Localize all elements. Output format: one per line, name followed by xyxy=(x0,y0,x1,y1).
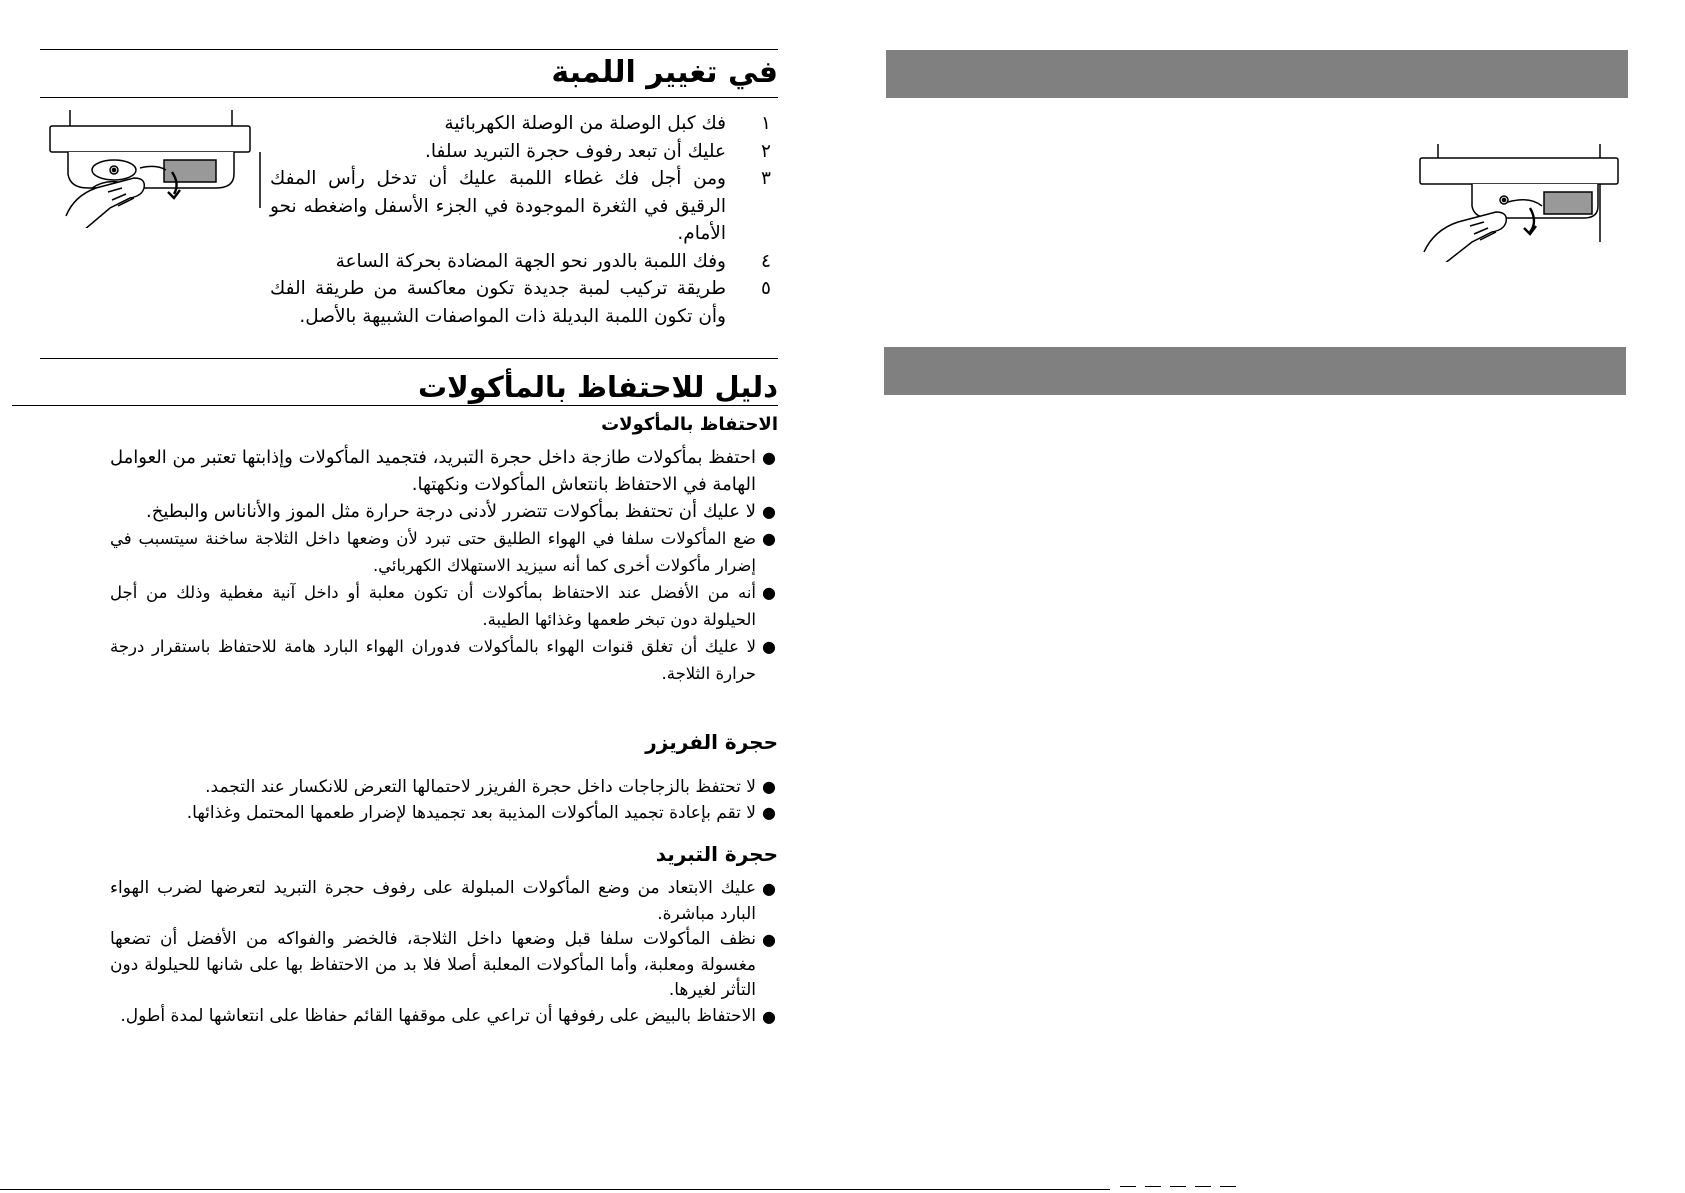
fridge-heading: حجرة التبريد xyxy=(655,842,778,866)
bullet-icon: ● xyxy=(762,529,776,548)
bullet-text: احتفظ بمأكولات طازجة داخل حجرة التبريد، فتجميد المأكولات وإذابتها تعتبر من العوامل الهامة في الاحتفاظ بانتعاش المأكولات ونكهتها. xyxy=(110,447,756,495)
section-bar-top xyxy=(886,50,1628,98)
list-item xyxy=(110,444,780,498)
lamp-replacement-illustration xyxy=(48,108,268,228)
bullet-icon: ● xyxy=(762,637,776,656)
guide-top-rule xyxy=(40,358,778,359)
bullet-text: ضع المأكولات سلفا في الهواء الطليق حتى تبرد لأن وضعها داخل الثلاجة ساخنة سيتسبب في إضرار مأكولات أخرى كما أنه سيزيد الاستهلاك الكهربائي. xyxy=(110,529,756,575)
step-text: طريقة تركيب لمبة جديدة تكون معاكسة من طريقة الفك وأن تكون اللمبة البديلة ذات المواصفات الشبيهة بالأصل. xyxy=(270,278,726,327)
fridge-bullets xyxy=(110,876,780,1029)
lamp-step xyxy=(270,248,778,276)
step-number: ٤ xyxy=(761,250,771,272)
bullet-text: لا عليك أن تحتفظ بمأكولات تتضرر لأدنى درجة حرارة مثل الموز والأناناس والبطيخ. xyxy=(146,501,756,522)
keeping-bullets xyxy=(110,444,780,687)
list-item xyxy=(110,525,780,579)
lamp-step xyxy=(270,165,778,248)
food-guide-title: دليل للاحتفاظ بالمأكولات xyxy=(418,370,778,404)
bottom-mark xyxy=(1120,1186,1136,1190)
list-item xyxy=(110,927,780,1004)
guide-title-rule xyxy=(12,405,778,406)
list-item xyxy=(110,579,780,633)
bullet-icon: ● xyxy=(762,583,776,602)
lamp-section-title: في تغيير اللمبة xyxy=(551,55,778,90)
step-number: ٣ xyxy=(761,168,771,189)
bullet-icon: ● xyxy=(762,1006,776,1026)
freezer-bullets xyxy=(110,774,780,826)
step-text: فك كبل الوصلة من الوصلة الكهربائية xyxy=(444,113,726,134)
bullet-icon: ● xyxy=(762,803,776,822)
bullet-icon: ● xyxy=(762,448,776,467)
bullet-text: أنه من الأفضل عند الاحتفاظ بمأكولات أن تكون معلبة أو داخل آنية مغطية وذلك من أجل الحيلولة دون تبخر طعمها وغذائها الطيبة. xyxy=(110,583,756,629)
list-item xyxy=(110,633,780,687)
bottom-mark xyxy=(1195,1186,1211,1190)
bottom-rule xyxy=(0,1189,1110,1190)
step-number: ٢ xyxy=(761,140,771,162)
list-item xyxy=(110,774,780,800)
keeping-heading: الاحتفاظ بالمأكولات xyxy=(601,414,778,435)
bullet-text: لا تحتفظ بالزجاجات داخل حجرة الفريزر لاحتمالها التعرض للانكسار عند التجمد. xyxy=(205,777,756,797)
lamp-replacement-illustration-right xyxy=(1418,142,1628,262)
list-item xyxy=(110,1004,780,1030)
bullet-text: لا عليك أن تغلق قنوات الهواء بالمأكولات فدوران الهواء البارد هامة للاحتفاظ باستقرار درجة حرارة الثلاجة. xyxy=(110,637,756,683)
bullet-icon: ● xyxy=(762,502,776,521)
bullet-text: لا تقم بإعادة تجميد المأكولات المذيبة بعد تجميدها لإضرار طعمها المحتمل وغذائها. xyxy=(186,803,756,823)
lamp-step xyxy=(270,110,778,138)
lamp-title-rule xyxy=(40,97,778,98)
freezer-heading: حجرة الفريزر xyxy=(645,730,778,754)
bullet-icon: ● xyxy=(762,930,776,949)
list-item xyxy=(110,498,780,525)
bullet-icon: ● xyxy=(762,879,776,898)
bullet-icon: ● xyxy=(762,777,776,796)
list-item xyxy=(110,876,780,927)
lamp-step xyxy=(270,138,778,166)
bullet-text: عليك الابتعاد من وضع المأكولات المبلولة على رفوف حجرة التبريد لتعرضها لضرب الهواء البارد مباشرة. xyxy=(110,878,756,924)
step-text: عليك أن تبعد رفوف حجرة التبريد سلفا. xyxy=(424,140,726,162)
section-bar-middle xyxy=(884,347,1626,395)
bottom-mark xyxy=(1220,1186,1236,1190)
bullet-text: الاحتفاظ بالبيض على رفوفها أن تراعي على موقفها القائم حفاظا على انتعاشها لمدة أطول. xyxy=(120,1005,756,1026)
step-number: ١ xyxy=(761,113,771,134)
lamp-steps-list xyxy=(270,110,778,330)
step-text: وفك اللمبة بالدور نحو الجهة المضادة بحركة الساعة xyxy=(335,250,726,272)
step-number: ٥ xyxy=(761,278,771,299)
list-item xyxy=(110,800,780,826)
lamp-step xyxy=(270,275,778,330)
bottom-mark xyxy=(1170,1186,1186,1190)
step-text: ومن أجل فك غطاء اللمبة عليك أن تدخل رأس المفك الرقيق في الثغرة الموجودة في الجزء الأسفل واضغطه نحو الأمام. xyxy=(270,168,726,244)
bottom-mark xyxy=(1145,1186,1161,1190)
bullet-text: نظف المأكولات سلفا قبل وضعها داخل الثلاجة، فالخضر والفواكه من الأفضل أن تضعها مغسولة ومعلبة، وأما المأكولات المعلبة أصلا فلا بد من الاحتفاظ بها على شانها للحيلولة دون التأثر لغيرها. xyxy=(110,929,756,1000)
